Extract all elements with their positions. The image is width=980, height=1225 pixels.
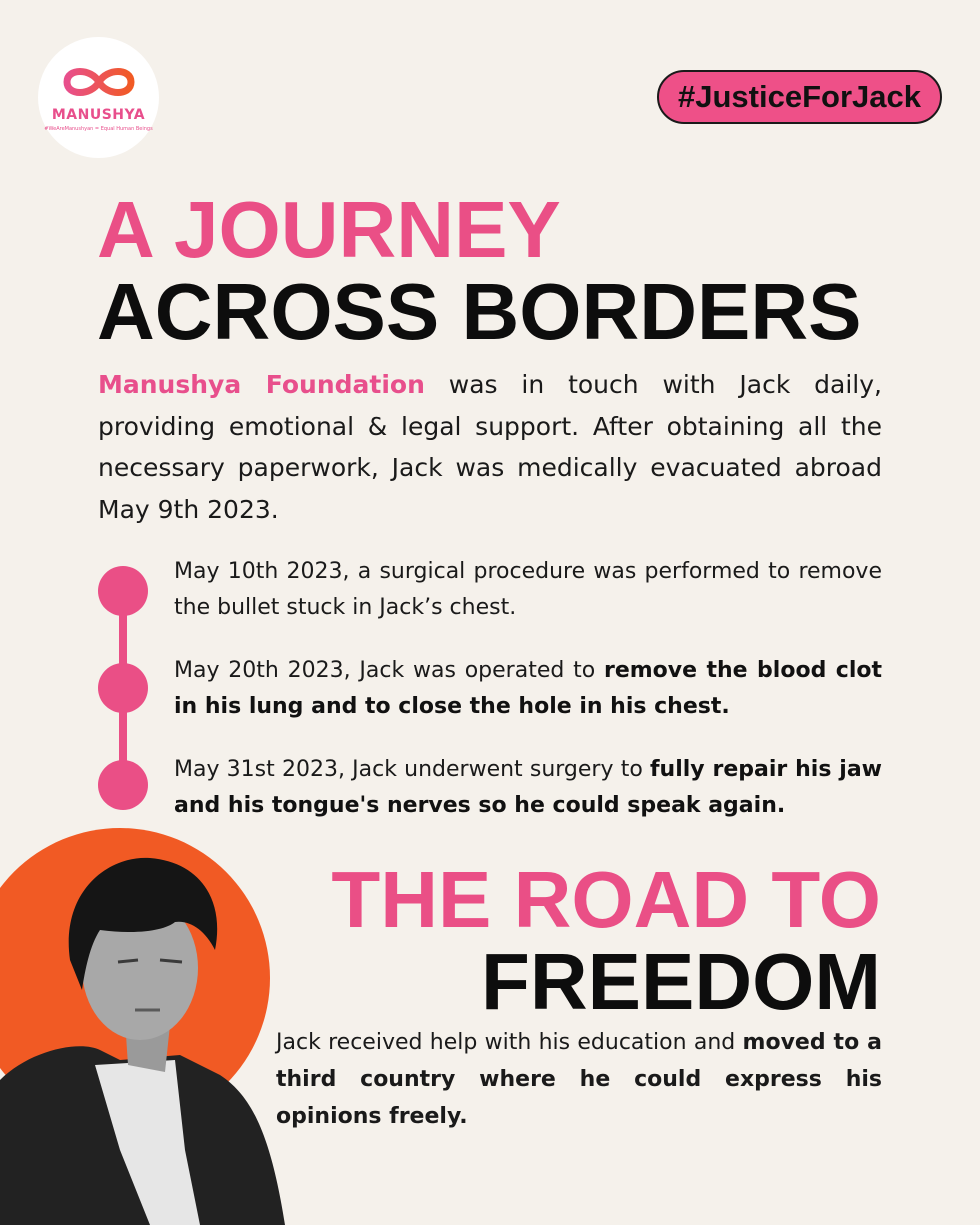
logo-tagline: #WeAreManushyan = Equal Human Beings: [44, 126, 153, 132]
logo-brand-text: MANUSHYA: [51, 107, 146, 123]
timeline-dot: [98, 566, 148, 616]
manushya-logo: [38, 37, 159, 158]
event-text: May 20th 2023, Jack was operated to: [174, 658, 604, 683]
portrait-photo: [0, 850, 290, 1225]
event-text: May 31st 2023, Jack underwent surgery to: [174, 757, 650, 782]
event-bold-text: fully repair his jaw and his tongue's nerves so he could speak again.: [174, 757, 882, 818]
intro-text: was in touch with Jack daily, providing emotional & legal support. After obtaining all the necessary paperwork, Jack was medically evacuated abroad May 9th 2023.: [98, 370, 882, 524]
timeline-dot: [98, 760, 148, 810]
timeline-event-3: [174, 752, 882, 824]
event-text: May 10th 2023, a surgical procedure was performed to remove the bullet stuck in Jack’s chest.: [174, 559, 882, 620]
hashtag-badge: #JusticeForJack: [657, 70, 942, 124]
infinity-icon: [61, 64, 137, 100]
timeline-event-2: [174, 653, 882, 725]
foundation-name: Manushya Foundation: [98, 370, 425, 399]
timeline-graphic: [98, 566, 148, 810]
heading2-line-1: THE ROAD TO: [331, 855, 881, 944]
outro-paragraph: [276, 1024, 882, 1135]
timeline-event-1: [174, 554, 882, 626]
outro-text: Jack received help with his education and: [276, 1030, 743, 1055]
heading-line-2: ACROSS BORDERS: [97, 267, 862, 356]
heading2-line-2: FREEDOM: [481, 937, 881, 1026]
heading-line-1: A JOURNEY: [97, 185, 561, 274]
event-bold-text: remove the blood clot in his lung and to close the hole in his chest.: [174, 658, 882, 719]
timeline-dot: [98, 663, 148, 713]
outro-bold-text: moved to a third country where he could express his opinions freely.: [276, 1030, 882, 1129]
intro-paragraph: [98, 364, 882, 530]
